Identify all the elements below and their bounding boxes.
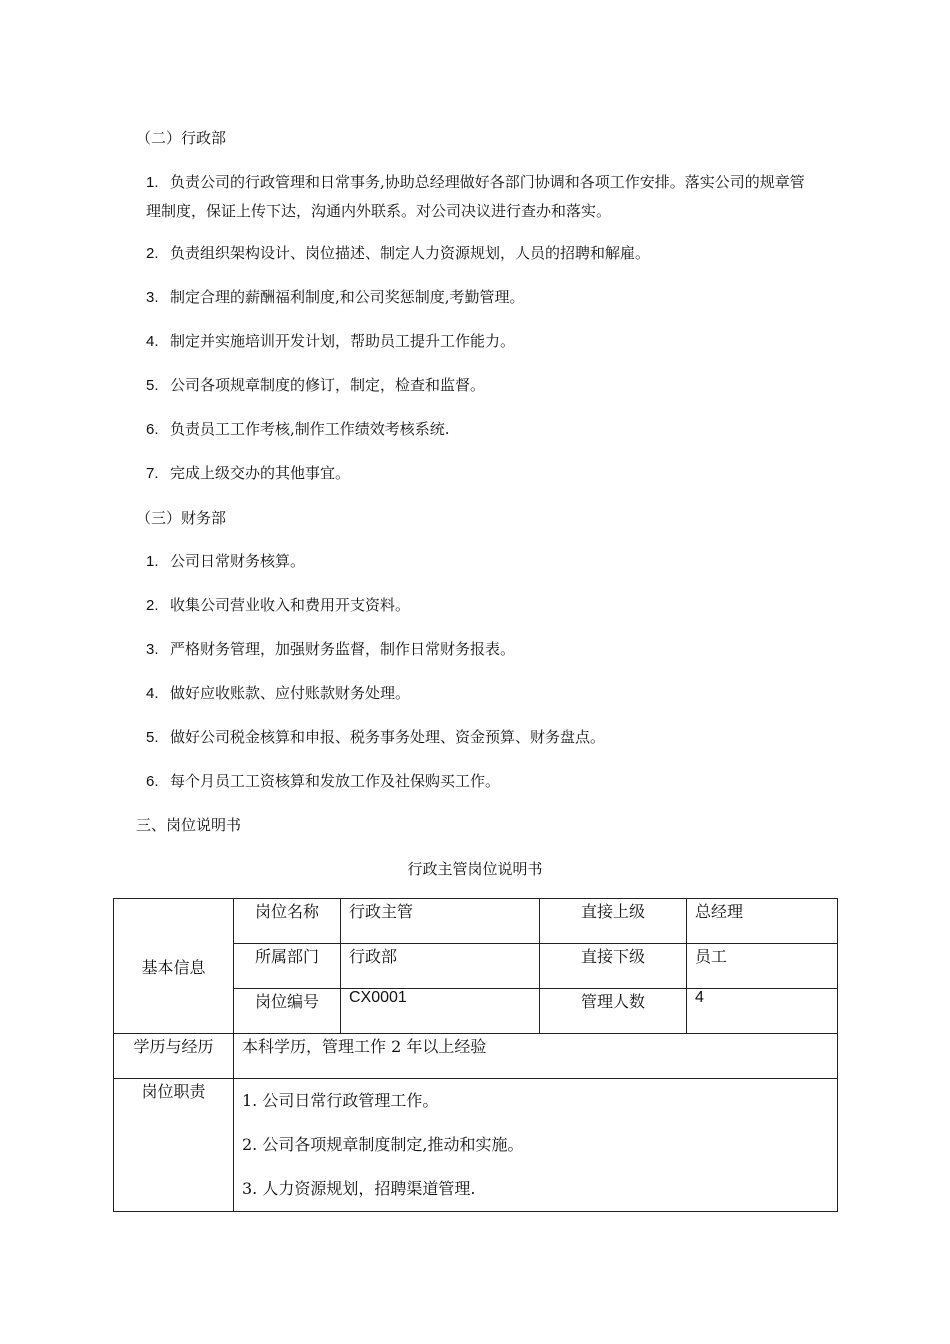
- table-row: [114, 1079, 838, 1212]
- item-number: 3.: [146, 289, 159, 306]
- education-value: 本科学历，管理工作 2 年以上经验: [234, 1034, 838, 1079]
- admin-item-6: [146, 419, 450, 440]
- finance-item-3: [146, 639, 515, 660]
- item-number: 4.: [146, 333, 159, 350]
- item-number: 4.: [146, 685, 159, 702]
- department-value: 行政部: [341, 944, 540, 989]
- item-number: 1.: [146, 174, 159, 191]
- subordinate-value: 员工: [687, 944, 838, 989]
- managed-count-label: 管理人数: [540, 989, 687, 1034]
- duty-item: 2. 公司各项规章制度制定,推动和实施。: [242, 1135, 524, 1154]
- item-text: 完成上级交办的其他事宜。: [170, 464, 351, 482]
- finance-item-6: [146, 771, 500, 792]
- admin-item-1: [146, 168, 810, 225]
- item-text: 公司各项规章制度的修订，制定，检查和监督。: [170, 376, 486, 394]
- finance-item-1: [146, 551, 305, 572]
- item-text: 制定合理的薪酬福利制度,和公司奖惩制度,考勤管理。: [170, 288, 525, 306]
- finance-item-2: [146, 595, 410, 616]
- item-number: 6.: [146, 773, 159, 790]
- item-text: 负责组织架构设计、岗位描述、制定人力资源规划，人员的招聘和解雇。: [170, 244, 651, 262]
- job-description-table: [113, 898, 838, 1212]
- finance-item-4: [146, 683, 410, 704]
- duty-item: 3. 人力资源规划，招聘渠道管理.: [242, 1179, 476, 1198]
- duty-item: 1. 公司日常行政管理工作。: [242, 1091, 439, 1110]
- superior-value: 总经理: [687, 899, 838, 944]
- section-heading-finance: （三）财务部: [136, 509, 227, 527]
- department-label: 所属部门: [234, 944, 341, 989]
- table-row: [114, 899, 838, 944]
- admin-item-2: [146, 243, 650, 264]
- duties-label: 岗位职责: [114, 1079, 234, 1212]
- item-text: 严格财务管理，加强财务监督，制作日常财务报表。: [170, 640, 516, 658]
- item-number: 7.: [146, 465, 159, 482]
- code-value: CX0001: [341, 989, 540, 1034]
- item-number: 5.: [146, 729, 159, 746]
- finance-item-5: [146, 727, 605, 748]
- item-text: 每个月员工工资核算和发放工作及社保购买工作。: [170, 772, 501, 790]
- admin-item-3: [146, 287, 525, 308]
- item-number: 2.: [146, 245, 159, 262]
- section-heading-admin: （二）行政部: [136, 129, 227, 147]
- duties-list: [234, 1079, 838, 1212]
- position-name-value: 行政主管: [341, 899, 540, 944]
- item-number: 1.: [146, 553, 159, 570]
- section-heading-job-description: 三、岗位说明书: [136, 816, 242, 834]
- item-text: 制定并实施培训开发计划，帮助员工提升工作能力。: [170, 332, 516, 350]
- item-text: 公司日常财务核算。: [170, 552, 306, 570]
- table-row: [114, 1034, 838, 1079]
- table-title: 行政主管岗位说明书: [407, 860, 543, 878]
- item-text: 收集公司营业收入和费用开支资料。: [170, 596, 411, 614]
- item-text: 负责员工工作考核,制作工作绩效考核系统.: [170, 420, 450, 438]
- item-text: 做好应收账款、应付账款财务处理。: [170, 684, 411, 702]
- item-number: 3.: [146, 641, 159, 658]
- managed-count-value: 4: [687, 989, 838, 1034]
- item-text: 负责公司的行政管理和日常事务,协助总经理做好各部门协调和各项工作安排。落实公司的规章管理制度，保证上传下达，沟通内外联系。对公司决议进行查办和落实。: [146, 173, 805, 220]
- admin-item-5: [146, 375, 485, 396]
- admin-item-7: [146, 463, 350, 484]
- admin-item-4: [146, 331, 515, 352]
- item-number: 2.: [146, 597, 159, 614]
- subordinate-label: 直接下级: [540, 944, 687, 989]
- education-label: 学历与经历: [114, 1034, 234, 1079]
- item-text: 做好公司税金核算和申报、税务事务处理、资金预算、财务盘点。: [170, 728, 606, 746]
- basic-info-label: 基本信息: [114, 899, 234, 1034]
- code-label: 岗位编号: [234, 989, 341, 1034]
- item-number: 5.: [146, 377, 159, 394]
- item-number: 6.: [146, 421, 159, 438]
- superior-label: 直接上级: [540, 899, 687, 944]
- position-name-label: 岗位名称: [234, 899, 341, 944]
